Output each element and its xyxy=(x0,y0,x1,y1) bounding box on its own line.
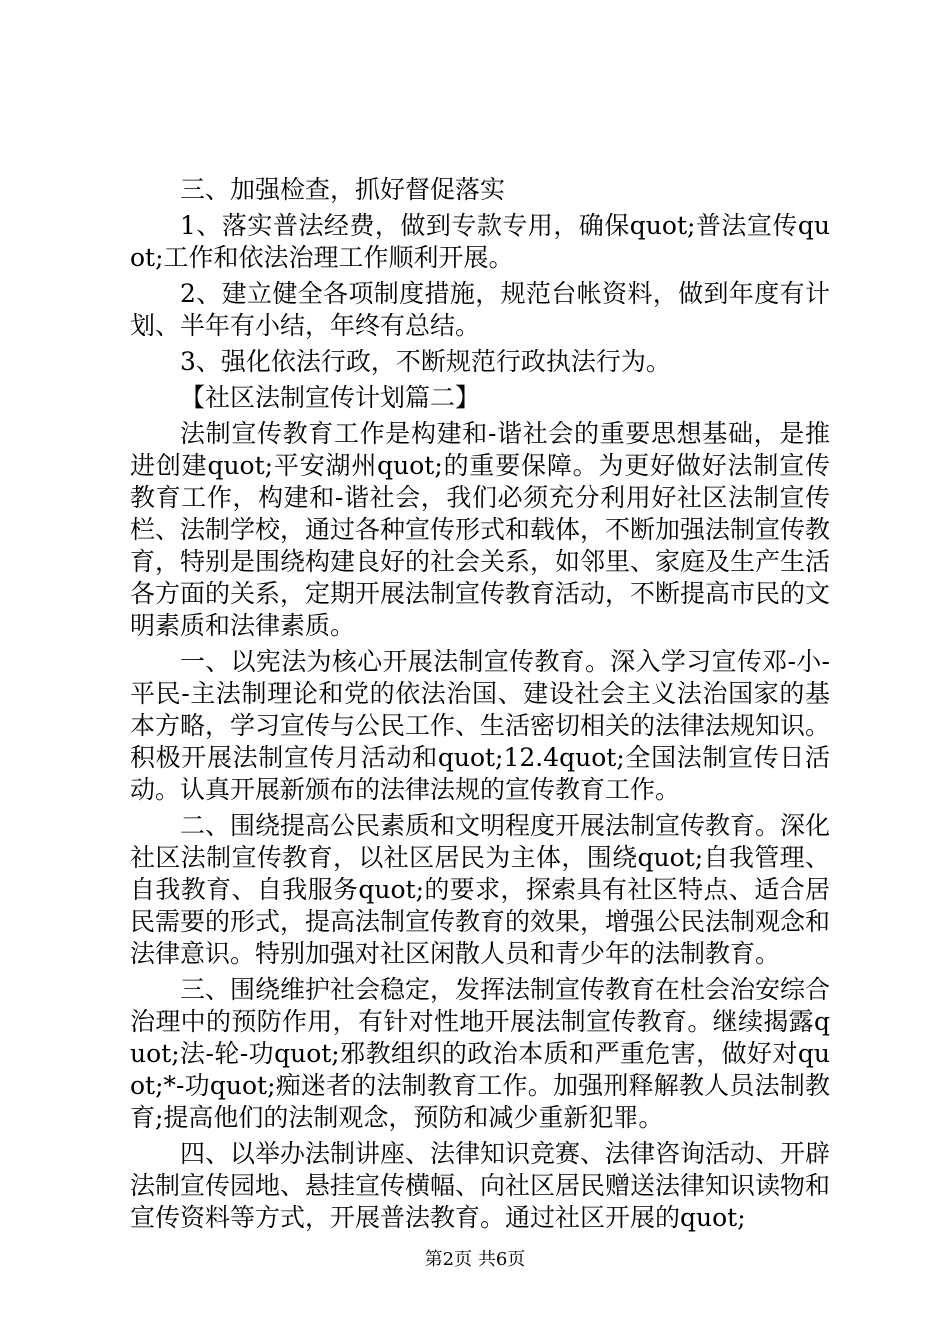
paragraph-item-2: 2、建立健全各项制度措施，规范台帐资料，做到年度有计划、半年有小结，年终有总结。 xyxy=(130,279,830,340)
paragraph-item-1: 1、落实普法经费，做到专款专用，确保quot;普法宣传quot;工作和依法治理工作顺利开展。 xyxy=(130,211,830,272)
paragraph-heading-check: 三、加强检查，抓好督促落实 xyxy=(180,175,506,204)
document-body xyxy=(130,174,830,1238)
paragraph-point-3: 三、围绕维护社会稳定，发挥法制宣传教育在杜会治安综合治理中的预防作用，有针对性地开展法制宣传教育。继续揭露quot;法-轮-功quot;邪教组织的政治本质和严重危害，做好对quot;*-功quot;痴迷者的法制教育工作。加强刑释解教人员法制教育;提高他们的法制观念，预防和减少重新犯罪。 xyxy=(130,975,831,1132)
page-number-footer: 第2页 共6页 xyxy=(424,1249,526,1270)
paragraph-intro: 法制宣传教育工作是构建和-谐社会的重要思想基础，是推进创建quot;平安湖州quot;的重要保障。为更好做好法制宣传教育工作，构建和-谐社会，我们必须充分利用好社区法制宣传栏、法制学校，通过各种宣传形式和载体，不断加强法制宣传教育，特别是围绕构建良好的社会关系，如邻里、家庭及生产生活各方面的关系，定期开展法制宣传教育活动，不断提高市民的文明素质和法律素质。 xyxy=(130,419,831,640)
paragraph-point-2: 二、围绕提高公民素质和文明程度开展法制宣传教育。深化社区法制宣传教育，以社区居民为主体，围绕quot;自我管理、自我教育、自我服务quot;的要求，探索具有社区特点、适合居民需要的形式，提高法制宣传教育的效果，增强公民法制观念和法律意识。特别加强对社区闲散人员和青少年的法制教育。 xyxy=(130,811,831,968)
paragraph-point-4: 四、以举办法制讲座、法律知识竞赛、法律咨询活动、开辟法制宣传园地、悬挂宣传横幅、向社区居民赠送法律知识读物和宣传资料等方式，开展普法教育。通过社区开展的quot; xyxy=(130,1139,831,1232)
section-title: 【社区法制宣传计划篇二】 xyxy=(180,383,481,412)
paragraph-item-3: 3、强化依法行政，不断规范行政执法行为。 xyxy=(180,347,671,376)
paragraph-point-1: 一、以宪法为核心开展法制宣传教育。深入学习宣传邓-小-平民-主法制理论和党的依法治国、建设社会主义法治国家的基本方略，学习宣传与公民工作、生活密切相关的法律法规知识。积极开展法制宣传月活动和quot;12.4quot;全国法制宣传日活动。认真开展新颁布的法律法规的宣传教育工作。 xyxy=(130,647,831,804)
